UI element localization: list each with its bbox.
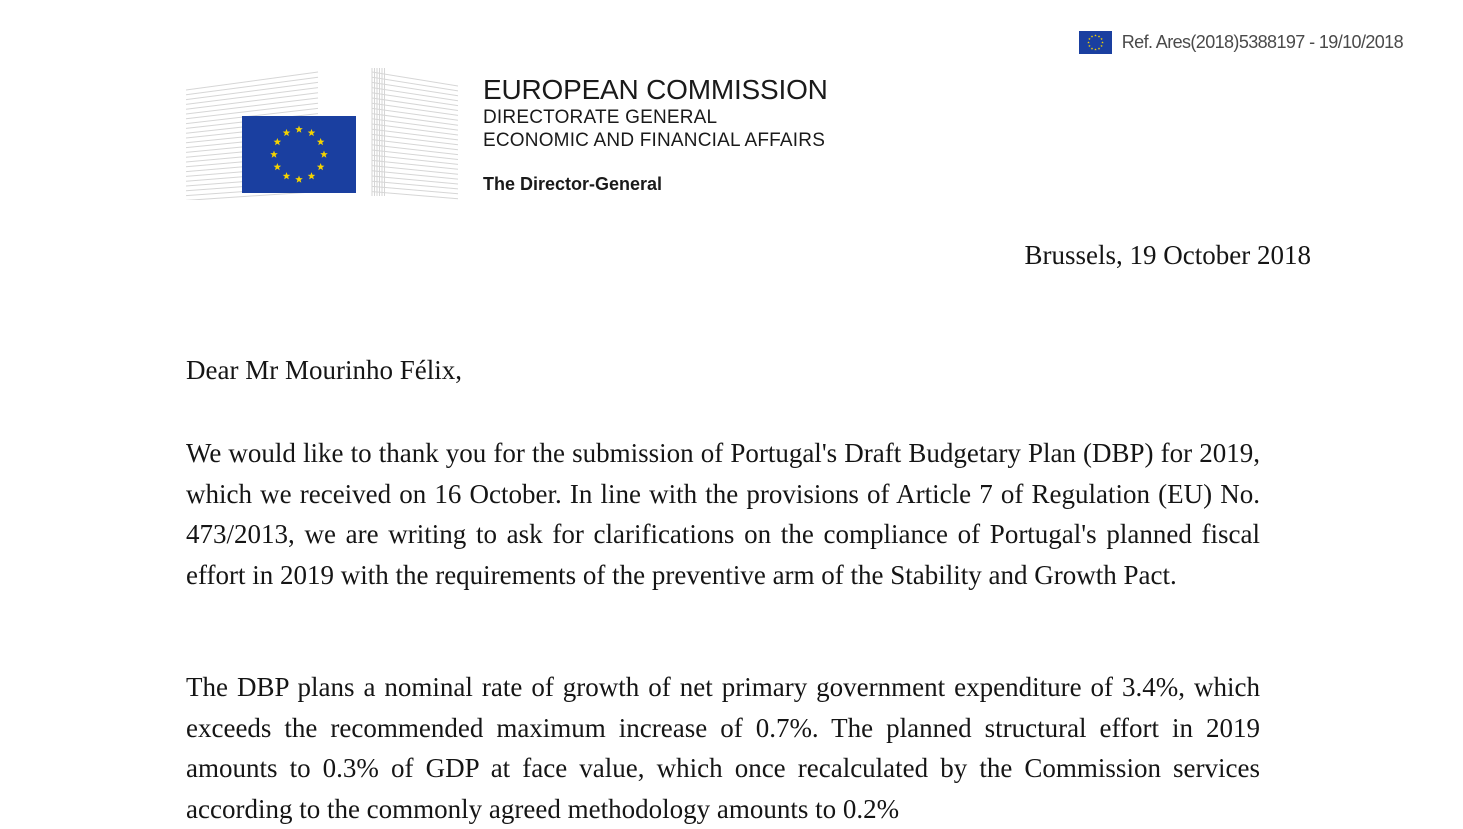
body-paragraph-2: The DBP plans a nominal rate of growth of net primary government expenditure of 3.4%, which exceeds the recommended maximum increase of 0.7%. The planned structural effort in 2019 amounts to 0.3% of GDP at face value, which once recalculated by the Commission services according to the commonly agreed methodology amounts to 0.2%: [186, 672, 1260, 824]
reference-stamp: [1079, 31, 1403, 54]
directorate-line-2: ECONOMIC AND FINANCIAL AFFAIRS: [483, 130, 826, 151]
salutation: Dear Mr Mourinho Félix,: [186, 355, 462, 385]
letter-date: Brussels, 19 October 2018: [1024, 240, 1311, 270]
european-commission-logo: [186, 62, 458, 200]
letterhead: [483, 74, 828, 195]
body-paragraph-1: We would like to thank you for the submission of Portugal's Draft Budgetary Plan (DBP) for 2019, which we received on 16 October. In line with the provisions of Article 7 of Regulation (EU) No. 473/2013, we are writing to ask for clarifications on the compliance of Portugal's planned fiscal effort in 2019 with the requirements of the preventive arm of the Stability and Growth Pact.: [186, 438, 1260, 590]
reference-number: Ref. Ares(2018)5388197 - 19/10/2018: [1121, 32, 1403, 52]
organization-name: EUROPEAN COMMISSION: [483, 74, 828, 105]
eu-flag-icon: [1079, 31, 1112, 54]
sender-role: The Director-General: [483, 174, 663, 194]
directorate-line-1: DIRECTORATE GENERAL: [483, 107, 718, 128]
